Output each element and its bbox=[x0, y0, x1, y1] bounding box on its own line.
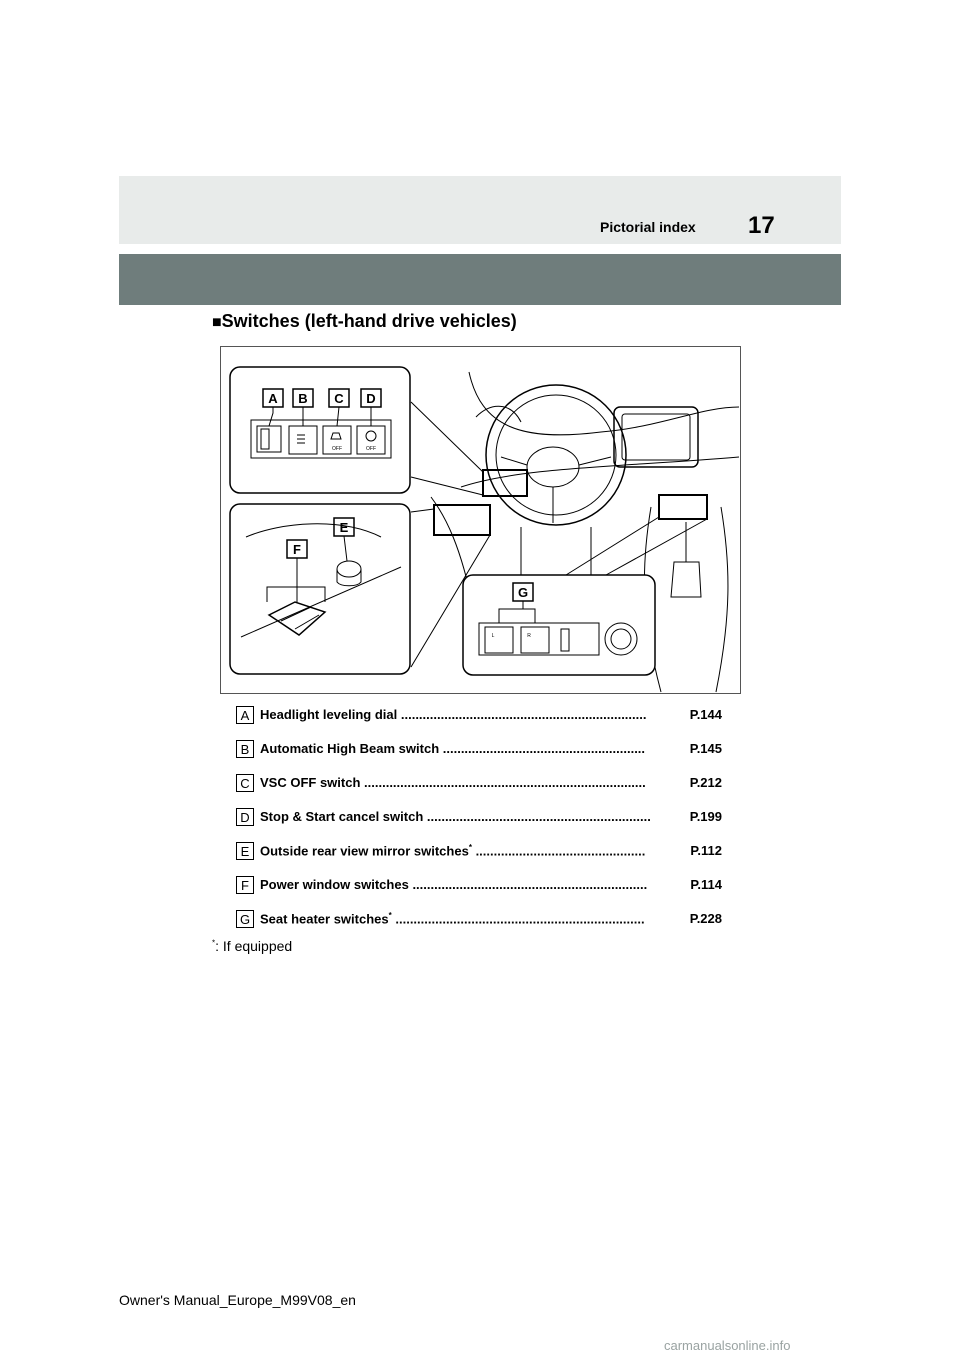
callout-row-b bbox=[236, 740, 722, 760]
callout-page-d[interactable]: P.199 bbox=[689, 809, 722, 824]
callout-row-d bbox=[236, 808, 722, 828]
callout-dots-a: .................................................................... bbox=[400, 707, 647, 722]
callout-page-g[interactable]: P.228 bbox=[689, 911, 722, 926]
footnote-mark: * bbox=[212, 938, 216, 948]
callout-row-f bbox=[236, 876, 722, 896]
callout-badge-c: C bbox=[236, 774, 254, 792]
callout-text-a: Headlight leveling dial bbox=[260, 707, 398, 722]
callout-badge-a: A bbox=[236, 706, 254, 724]
seat-left-label: L bbox=[491, 633, 495, 639]
watermark: carmanualsonline.info bbox=[664, 1338, 791, 1353]
callout-label-c bbox=[260, 775, 646, 790]
callout-dots-b: ........................................................ bbox=[442, 741, 646, 756]
footnote-text: : If equipped bbox=[215, 938, 293, 954]
callout-badge-b: B bbox=[236, 740, 254, 758]
callout-page-c[interactable]: P.212 bbox=[689, 775, 722, 790]
callout-dots-d: .............................................................. bbox=[426, 809, 651, 824]
callout-page-a[interactable]: P.144 bbox=[689, 707, 722, 722]
callout-badge-g: G bbox=[236, 910, 254, 928]
callout-asterisk-e: * bbox=[468, 843, 472, 852]
callout-row-e bbox=[236, 842, 722, 862]
section-heading-text: Switches (left-hand drive vehicles) bbox=[221, 311, 517, 331]
section-marker: ■ bbox=[212, 314, 222, 331]
figure-letter-a: A bbox=[268, 391, 278, 406]
callout-page-e[interactable]: P.112 bbox=[690, 843, 722, 858]
figure-letter-c: C bbox=[334, 391, 344, 406]
callout-row-a bbox=[236, 706, 722, 726]
header-section-title: Pictorial index bbox=[600, 219, 696, 235]
callout-text-f: Power window switches bbox=[260, 877, 409, 892]
callout-badge-f: F bbox=[236, 876, 254, 894]
callout-dots-f: ................................................................. bbox=[412, 877, 648, 892]
callout-label-d bbox=[260, 809, 651, 824]
callout-row-g bbox=[236, 910, 722, 930]
callout-dots-g: ..................................................................... bbox=[395, 911, 645, 927]
callout-text-g: Seat heater switches bbox=[260, 911, 389, 927]
callout-page-f[interactable]: P.114 bbox=[690, 877, 722, 892]
figure-letter-g: G bbox=[517, 585, 529, 600]
vsc-off-label: OFF bbox=[332, 446, 342, 452]
callout-text-b: Automatic High Beam switch bbox=[260, 741, 440, 756]
callout-label-g bbox=[260, 911, 645, 926]
callout-page-b[interactable]: P.145 bbox=[689, 741, 722, 756]
figure-letter-d: D bbox=[366, 391, 376, 406]
footnote bbox=[212, 938, 292, 954]
callout-row-c bbox=[236, 774, 722, 794]
page-number: 17 bbox=[748, 212, 775, 239]
callout-label-b bbox=[260, 741, 645, 756]
callout-dots-e: ............................................... bbox=[475, 843, 646, 859]
callout-text-e: Outside rear view mirror switches bbox=[260, 843, 469, 859]
callout-label-a bbox=[260, 707, 646, 722]
callout-label-e bbox=[260, 843, 645, 858]
footer-manual-id: Owner's Manual_Europe_M99V08_en bbox=[119, 1292, 356, 1308]
figure-letter-e: E bbox=[339, 520, 349, 535]
figure-letter-f: F bbox=[293, 542, 301, 557]
callout-text-c: VSC OFF switch bbox=[260, 775, 361, 790]
seat-right-label: R bbox=[527, 633, 531, 639]
callout-badge-e: E bbox=[236, 842, 254, 860]
callout-text-d: Stop & Start cancel switch bbox=[260, 809, 424, 824]
callout-asterisk-g: * bbox=[388, 911, 392, 920]
figure-letter-b: B bbox=[298, 391, 308, 406]
callout-badge-d: D bbox=[236, 808, 254, 826]
callout-label-f bbox=[260, 877, 647, 892]
callout-dots-c: .............................................................................. bbox=[364, 775, 646, 790]
stop-start-off-label: OFF bbox=[366, 446, 376, 452]
